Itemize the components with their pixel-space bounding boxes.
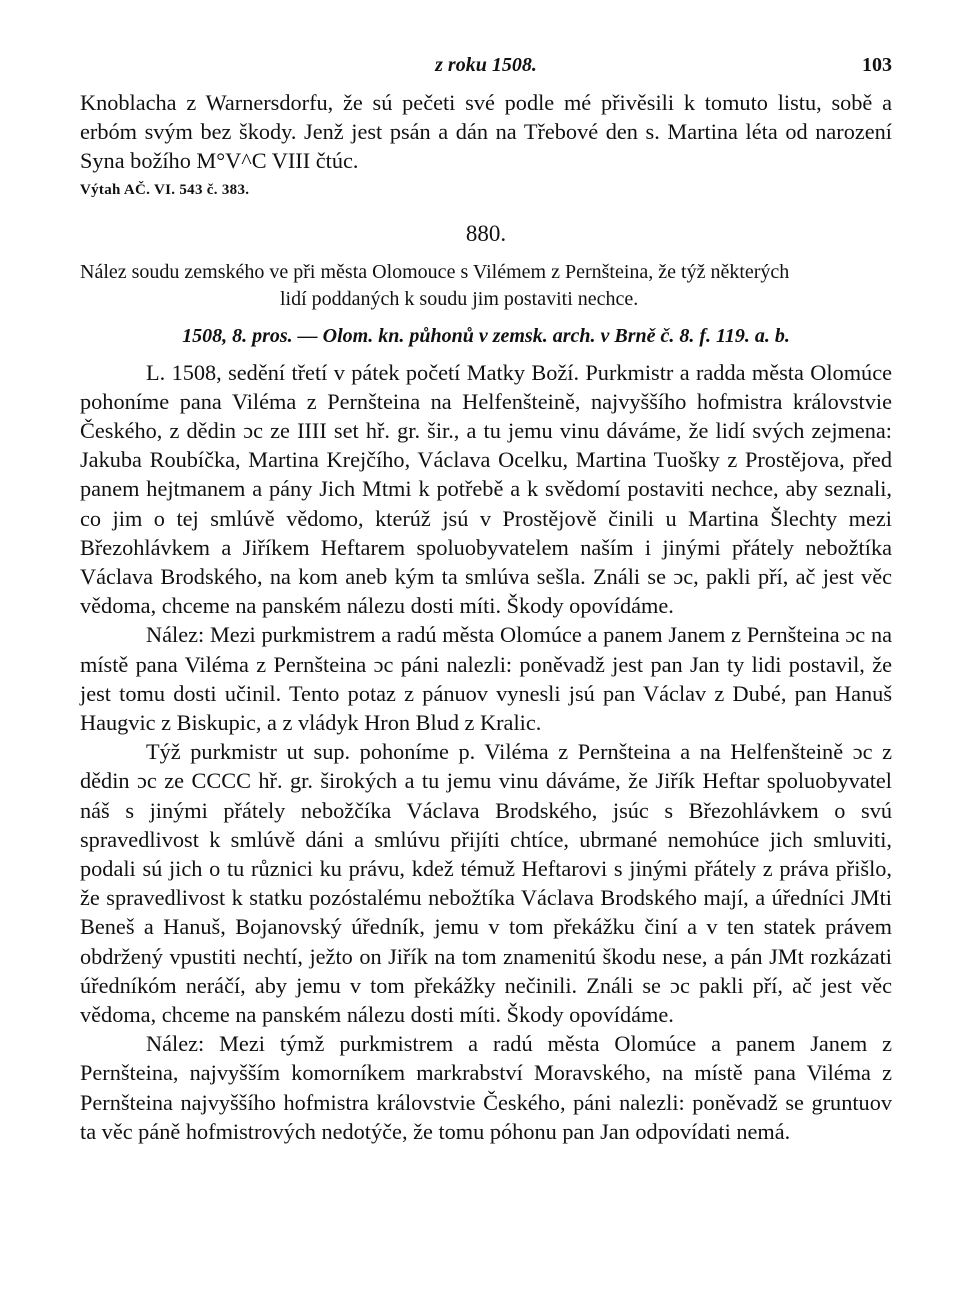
document-page: [80, 54, 892, 1146]
body-paragraph-3: Týž purkmistr ut sup. pohoníme p. Viléma z Pernšteina a na Helfenšteině ɔc z dědin ɔc ze CCCC hř. gr. širokých a tu jemu vinu dáváme, že Jiřík Heftar spoluobyvatel náš s jinými přátely nebožčíka Václava Brodského, jsúc s Březohlávkem o svú spravedlivost k smlúvě dáni a smlúvu přijíti chtíce, ubrmané nemohúce jich smluviti, podali sú jich o tu různici ku právu, kdež témuž Heftarovi s jinými přátely z práva přišlo, že spravedlivost k statku pozóstalému nebožtíka Václava Brodského mají, a úředníci JMti Beneš a Hanuš, Bojanovský úředník, jemu v tom překážku činí a v ten statek právem obdržený vpustiti nechtí, ježto on Jiřík na tom znamenitú škodu nese, a pán JMt rozkázati úředníkóm neráčí, aby jemu v tom překážky nečinili. Ználi se ɔc pakli pří, ač jest věc vědoma, chceme na panském nálezu dosti míti. Škody opovídáme.: [80, 739, 892, 1028]
page-header: [80, 54, 892, 88]
opening-paragraph: Knoblacha z Warnersdorfu, že sú pečeti své podle mé přivěsili k tomuto listu, sobě a erbóm svým bez škody. Jenž jest psán a dán na Třebové den s. Martina léta od narození Syna božího M°V^C VIII čtúc.: [80, 90, 892, 174]
document-regest: [80, 259, 892, 313]
body-paragraph-2: Nález: Mezi purkmistrem a radú města Olomúce a panem Janem z Pernšteina ɔc na místě pana Viléma z Pernšteina ɔc páni nalezli: poněvadž jest pan Jan ty lidi postavil, že jest tomu dosti učinil. Tento potaz z pánuov vynesli jsú pan Václav z Dubé, pan Hanuš Haugvic z Biskupic, a z vládyk Hron Blud z Kralic.: [80, 622, 892, 736]
body-paragraph-4: Nález: Mezi týmž purkmistrem a radú města Olomúce a panem Janem z Pernšteina, najvyšším komorníkem markrabství Moravského, na místě pana Viléma z Pernšteina najvyššího hofmistra královstvie Českého, páni nalezli: poněvadž se gruntuov ta věc páně hofmistrových nedotýče, že tomu póhonu pan Jan odpovídati nemá.: [80, 1031, 892, 1144]
body-paragraph-1: L. 1508, sedění třetí v pátek početí Matky Boží. Purkmistr a radda města Olomúce pohoníme pana Viléma z Pernšteina na Helfenšteině, najvyššího hofmistra královstvie Českého, z dědin ɔc ze IIII set hř. gr. šir., a tu jemu vinu dáváme, že lidí svých zejmena: Jakuba Roubíčka, Martina Krejčího, Václava Ocelku, Martina Tuošky z Prostějova, před panem hejtmanem a pány Jich Mtmi k potřebě a k svědomí postaviti nechce, aby seznali, co jim o tej smlúvě vědomo, kterúž jsú v Prostějově činili u Martina Šlechty mezi Březohlávkem a Jiříkem Heftarem spoluobyvatelem naším i jinými přátely nebožtíka Václava Brodského, na kom aneb kým ta smlúva sešla. Ználi se ɔc, pakli pří, ač jest věc vědoma, chceme na panském nálezu dosti míti. Škody opovídáme.: [80, 359, 892, 619]
page-number: 103: [862, 54, 892, 76]
document-number: 880.: [465, 220, 507, 246]
regest-line-2: lidí poddaných k soudu jim postaviti nechce.: [280, 287, 639, 310]
running-head: z roku 1508.: [435, 54, 537, 76]
document-source: 1508, 8. pros. — Olom. kn. půhonů v zemsk. arch. v Brně č. 8. f. 119. a. b.: [182, 324, 790, 347]
source-note: Výtah AČ. VI. 543 č. 383.: [80, 181, 250, 198]
regest-line-1: Nález soudu zemského ve při města Olomouce s Vilémem z Pernšteina, že týž některých: [80, 260, 790, 283]
